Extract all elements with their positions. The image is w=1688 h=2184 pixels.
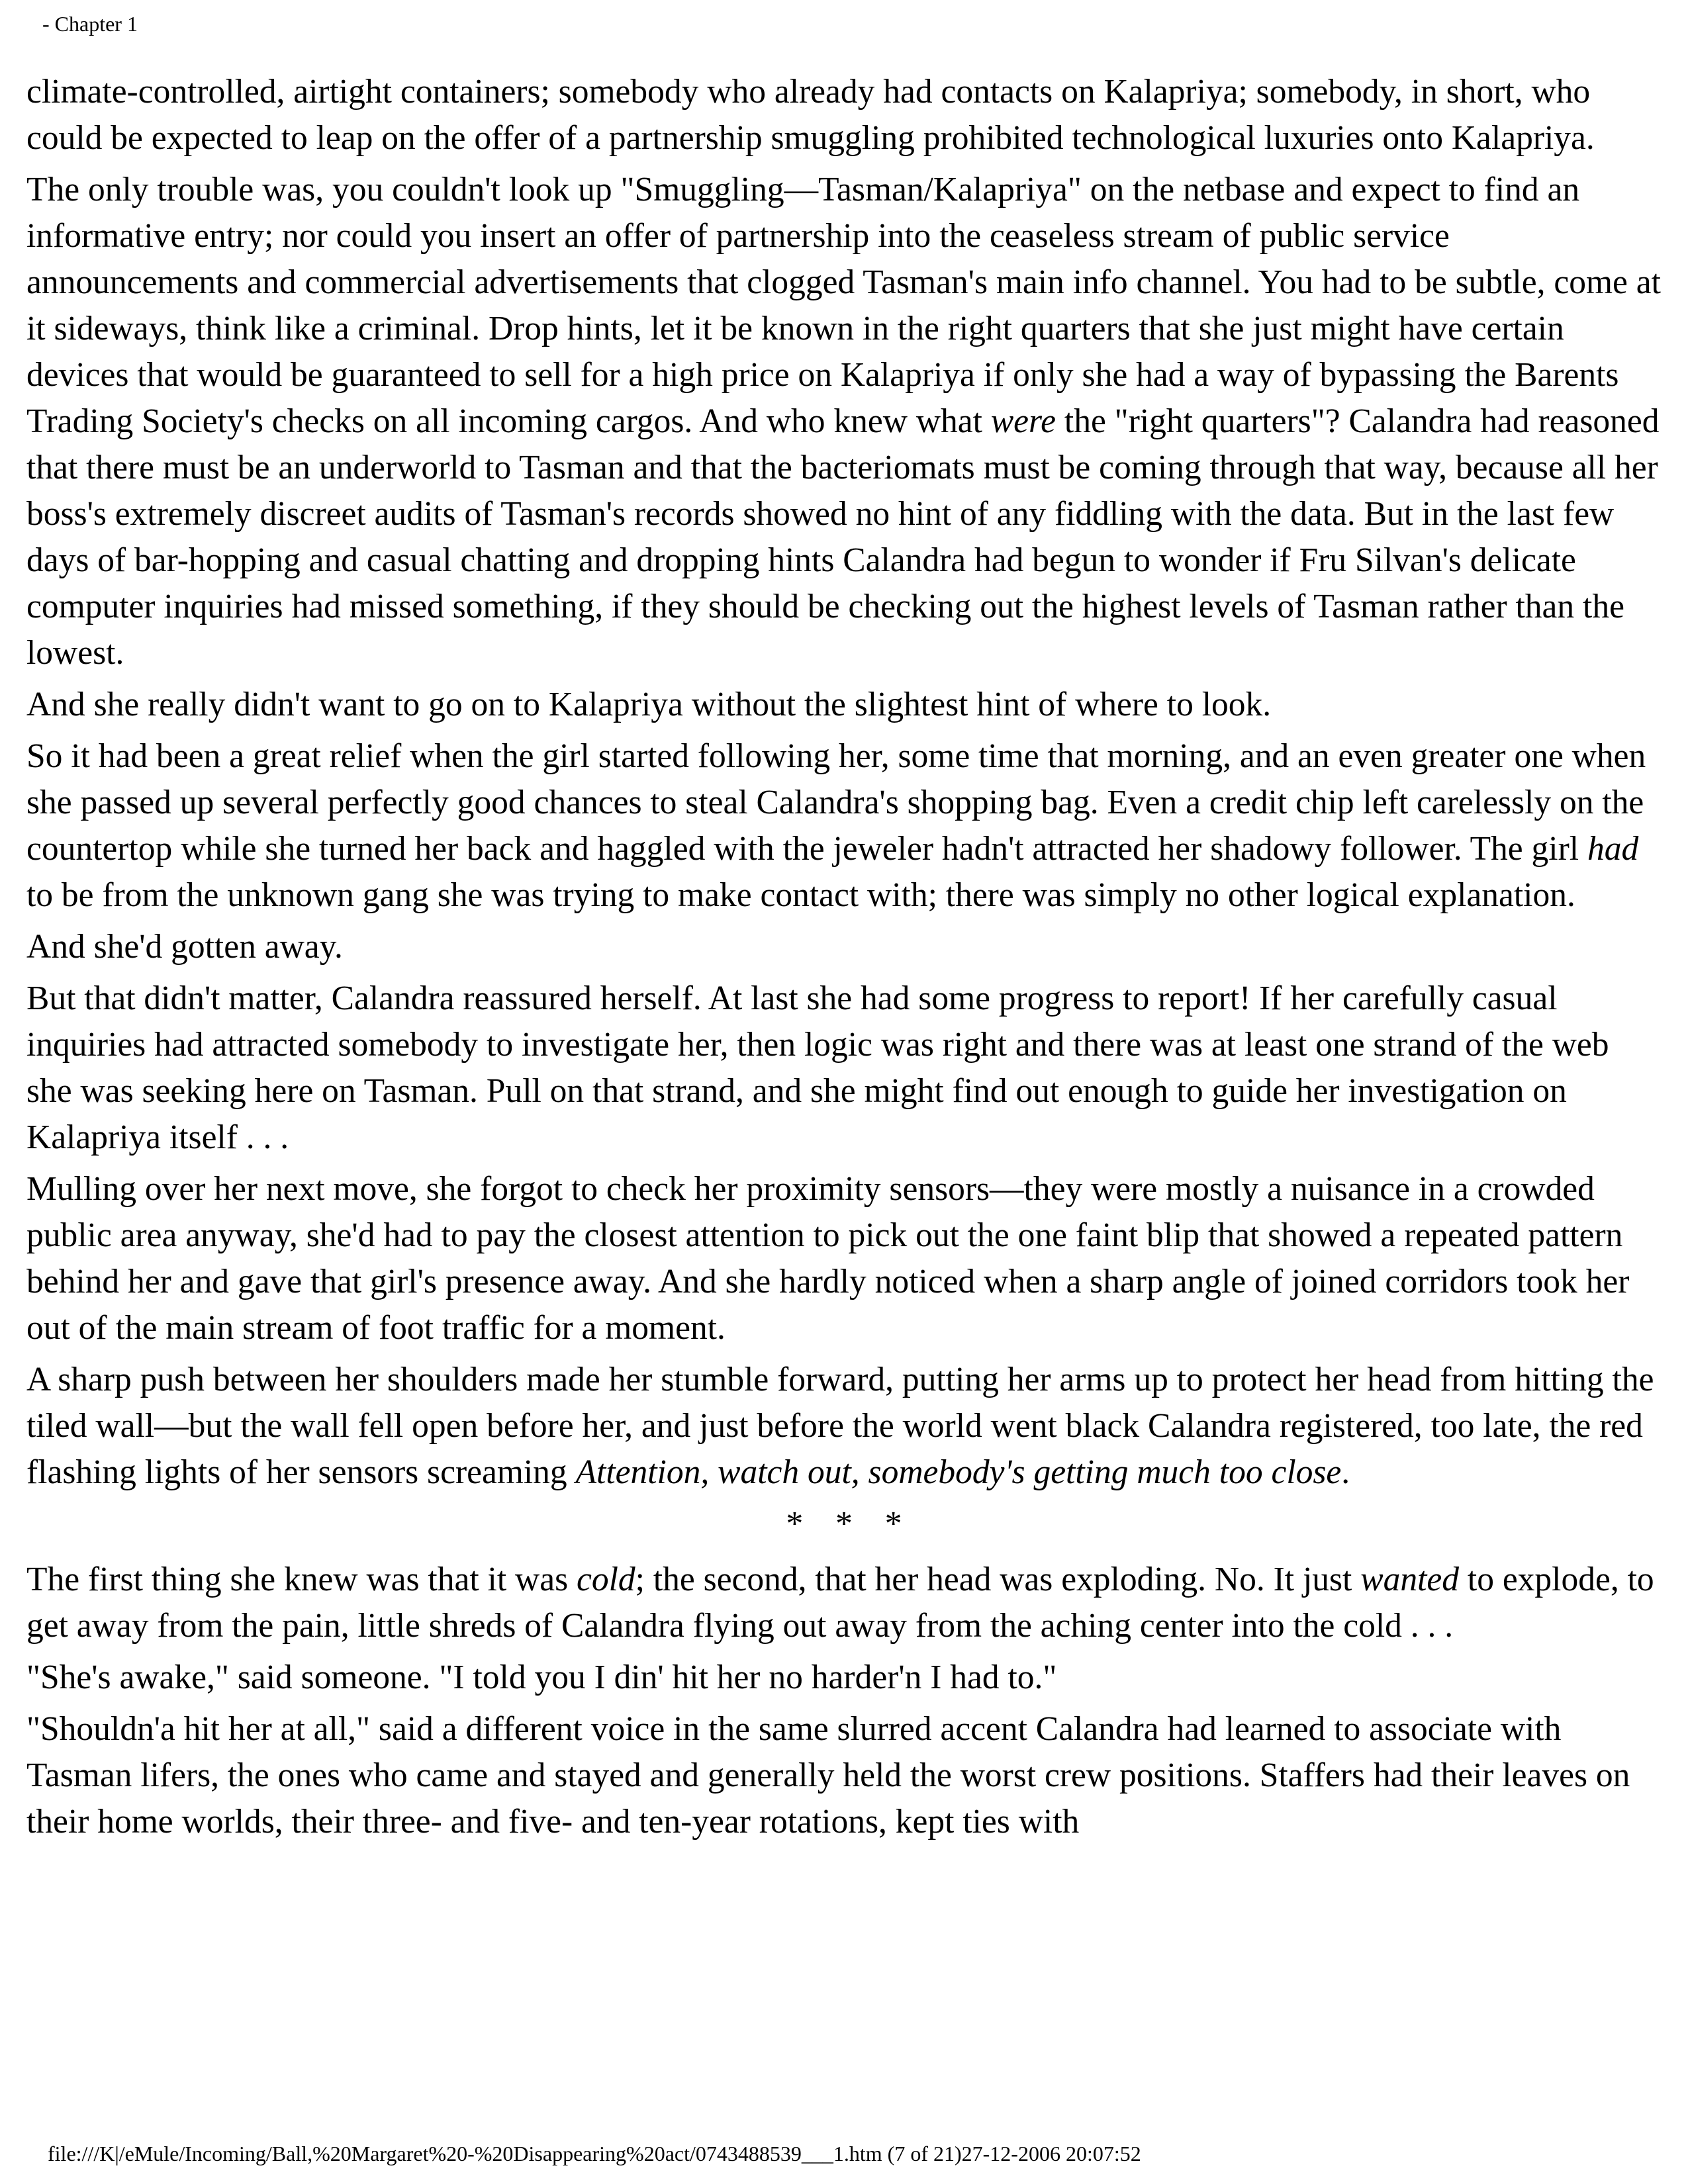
text-segment: to be from the unknown gang she was trying to make contact with; there was simply no other logical explanation.: [26, 876, 1575, 914]
paragraph: [26, 69, 1662, 161]
text-segment: The only trouble was, you couldn't look up "Smuggling—Tasman/Kalapriya" on the netbase and expect to find an informative entry; nor could you insert an offer of partnership into the ceaseless stream of public service announcements and commercial advertisements that clogged Tasman's main info channel. You had to be subtle, come at it sideways, think like a criminal. Drop hints, let it be known in the right quarters that she just might have certain devices that would be guaranteed to sell for a high price on Kalapriya if only she had a way of bypassing the Barents Trading Society's checks on all incoming cargos. And who knew what: [26, 171, 1661, 440]
paragraph: [26, 1655, 1662, 1701]
paragraph: [26, 1357, 1662, 1496]
paragraph: [26, 682, 1662, 728]
text-segment: The first thing she knew was that it was: [26, 1561, 577, 1598]
text-segment: So it had been a great relief when the girl started following her, some time that morning, and an even greater one when she passed up several perfectly good chances to steal Calandra's shopping bag. Even a credit chip left carelessly on the countertop while she turned her back and haggled with the jeweler hadn't attracted her shadowy follower. The girl: [26, 737, 1646, 868]
italic-segment: cold: [577, 1561, 635, 1598]
italic-segment: had: [1587, 830, 1639, 868]
text-segment: A sharp push between her shoulders made her stumble forward, putting her arms up to protect her head from hitting the tiled wall—but the wall fell open before her, and just before the world went black Calandra registered, too late, the red flashing lights of her sensors screaming: [26, 1361, 1654, 1491]
text-segment: And she really didn't want to go on to Kalapriya without the slightest hint of where to look.: [26, 686, 1272, 723]
paragraph: [26, 1557, 1662, 1649]
page-body: [26, 69, 1662, 1845]
italic-segment: wanted: [1360, 1561, 1460, 1598]
paragraph: [26, 733, 1662, 919]
scene-break: * * *: [786, 1505, 914, 1543]
running-footer: file:///K|/eMule/Incoming/Ball,%20Margaret%20-%20Disappearing%20act/0743488539___1.htm (7 of 21)27-12-2006 20:07:52: [48, 2142, 1141, 2165]
text-segment: And she'd gotten away.: [26, 928, 343, 966]
text-segment: "Shouldn'a hit her at all," said a different voice in the same slurred accent Calandra had learned to associate with Tasman lifers, the ones who came and stayed and generally held the worst crew positions. Staffers had their leaves on their home worlds, their three- and five- and ten-year rotations, kept ties with: [26, 1710, 1630, 1841]
paragraph: [26, 976, 1662, 1161]
italic-segment: Attention, watch out, somebody's getting much too close: [575, 1453, 1342, 1491]
text-segment: climate-controlled, airtight containers; somebody who already had contacts on Kalapriya; somebody, in short, who could be expected to leap on the offer of a partnership smuggling prohibited technological luxuries onto Kalapriya.: [26, 73, 1595, 157]
paragraphs-after-break: [26, 1557, 1662, 1845]
paragraph: [26, 924, 1662, 970]
italic-segment: were: [990, 402, 1056, 440]
paragraph: [26, 1166, 1662, 1351]
text-segment: "She's awake," said someone. "I told you I din' hit her no harder'n I had to.": [26, 1659, 1057, 1696]
running-header: - Chapter 1: [42, 12, 138, 36]
text-segment: Mulling over her next move, she forgot to check her proximity sensors—they were mostly a nuisance in a crowded public area anyway, she'd had to pay the closest attention to pick out the one faint blip that showed a repeated pattern behind her and gave that girl's presence away. And she hardly noticed when a sharp angle of joined corridors took her out of the main stream of foot traffic for a moment.: [26, 1170, 1630, 1347]
paragraphs-before-break: [26, 69, 1662, 1496]
paragraph: [26, 1706, 1662, 1845]
paragraph: [26, 167, 1662, 676]
text-segment: the "right quarters"? Calandra had reasoned that there must be an underworld to Tasman and that the bacteriomats must be coming through that way, because all her boss's extremely discreet audits of Tasman's records showed no hint of any fiddling with the data. But in the last few days of bar-hopping and casual chatting and dropping hints Calandra had begun to wonder if Fru Silvan's delicate computer inquiries had missed something, if they should be checking out the highest levels of Tasman rather than the lowest.: [26, 402, 1660, 672]
text-segment: .: [1341, 1453, 1350, 1491]
text-segment: to explode, to get away from the pain, little shreds of Calandra flying out away from the aching center into the cold . . .: [26, 1561, 1654, 1645]
text-segment: But that didn't matter, Calandra reassured herself. At last she had some progress to report! If her carefully casual inquiries had attracted somebody to investigate her, then logic was right and there was at least one strand of the web she was seeking here on Tasman. Pull on that strand, and she might find out enough to guide her investigation on Kalapriya itself . . .: [26, 979, 1609, 1156]
text-segment: ; the second, that her head was exploding. No. It just: [635, 1561, 1361, 1598]
